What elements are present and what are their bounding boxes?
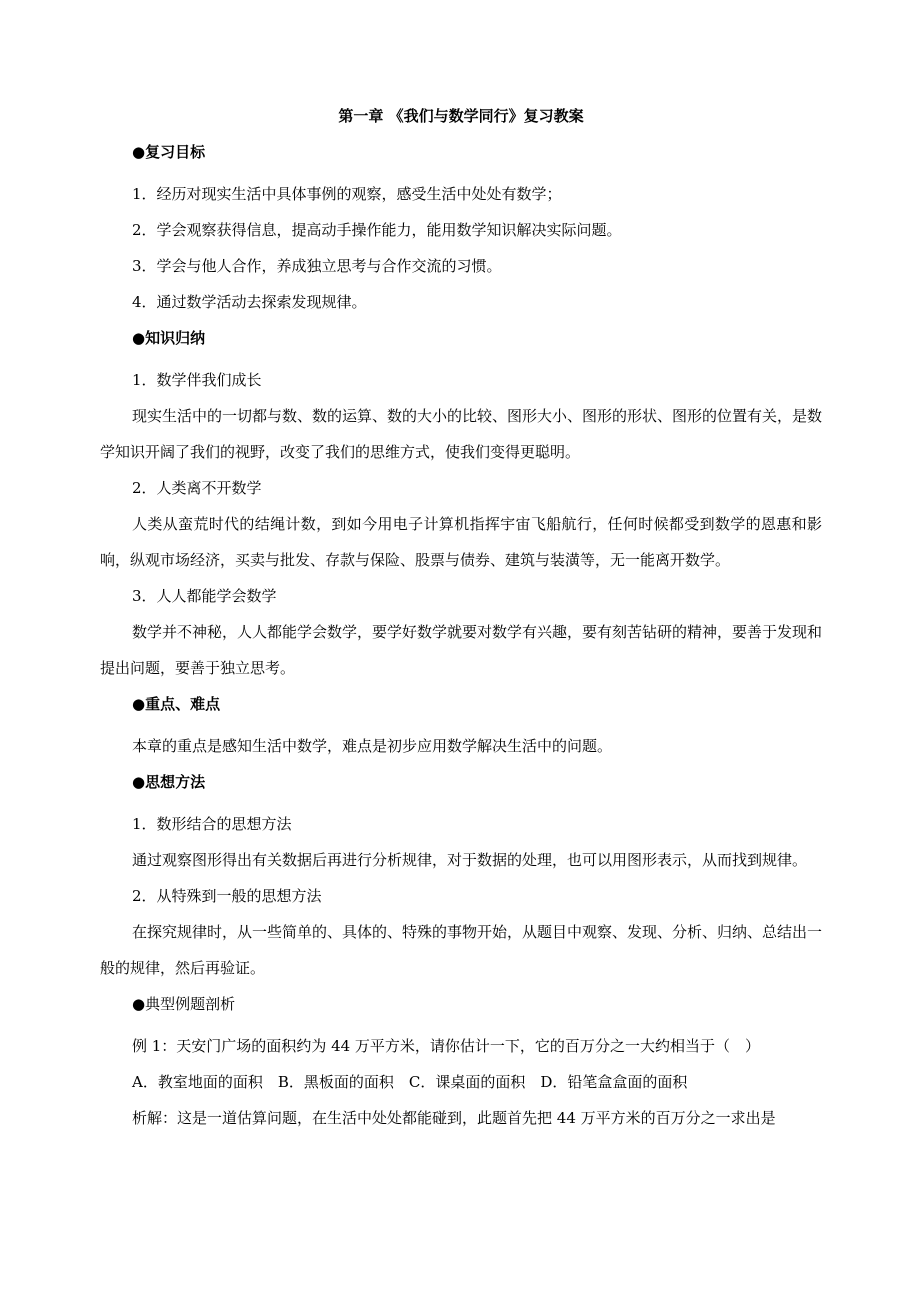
key-points-paragraph: 本章的重点是感知生活中数学，难点是初步应用数学解决生活中的问题。 [132, 737, 613, 755]
goal-item-4: 4．通过数学活动去探索发现规律。 [132, 293, 367, 311]
methods-paragraph-2: 在探究规律时，从一些简单的、具体的、特殊的事物开始，从题目中观察、发现、分析、归纳、总结出一般的规律，然后再验证。 [100, 923, 823, 977]
methods-subtitle-1: 1．数形结合的思想方法 [132, 815, 292, 833]
goal-item-3: 3．学会与他人合作，养成独立思考与合作交流的习惯。 [132, 257, 502, 275]
section-heading-methods: ●思想方法 [132, 773, 206, 791]
section-heading-examples: ●典型例题剖析 [132, 995, 236, 1013]
knowledge-subtitle-1: 1．数学伴我们成长 [132, 371, 262, 389]
knowledge-paragraph-3: 数学并不神秘，人人都能学会数学，要学好数学就要对数学有兴趣，要有刻苦钻研的精神，要善于发现和提出问题，要善于独立思考。 [100, 623, 823, 677]
section-heading-key-points: ●重点、难点 [132, 695, 221, 713]
example-1-options: A．教室地面的面积 B．黑板面的面积 C．课桌面的面积 D．铅笔盒盒面的面积 [132, 1073, 688, 1091]
goal-item-1: 1．经历对现实生活中具体事例的观察，感受生活中处处有数学； [132, 185, 562, 203]
example-1-analysis: 析解：这是一道估算问题，在生活中处处都能碰到，此题首先把 44 万平方米的百万分之一求出是 [132, 1109, 776, 1127]
knowledge-subtitle-3: 3．人人都能学会数学 [132, 587, 277, 605]
methods-subtitle-2: 2．从特殊到一般的思想方法 [132, 887, 322, 905]
page-title: 第一章 《我们与数学同行》复习教案 [338, 107, 584, 125]
goal-item-2: 2．学会观察获得信息，提高动手操作能力，能用数学知识解决实际问题。 [132, 221, 622, 239]
methods-paragraph-1: 通过观察图形得出有关数据后再进行分析规律，对于数据的处理，也可以用图形表示，从而找到规律。 [132, 851, 808, 869]
document-page [100, 104, 822, 1136]
knowledge-subtitle-2: 2．人类离不开数学 [132, 479, 262, 497]
knowledge-paragraph-1: 现实生活中的一切都与数、数的运算、数的大小的比较、图形大小、图形的形状、图形的位置有关，是数学知识开阔了我们的视野，改变了我们的思维方式，使我们变得更聪明。 [100, 407, 823, 461]
section-heading-goals: ●复习目标 [132, 143, 206, 161]
knowledge-paragraph-2: 人类从蛮荒时代的结绳计数，到如今用电子计算机指挥宇宙飞船航行，任何时候都受到数学的恩惠和影响，纵观市场经济，买卖与批发、存款与保险、股票与债券、建筑与装潢等，无一能离开数学。 [100, 515, 822, 569]
section-heading-knowledge: ●知识归纳 [132, 329, 206, 347]
example-1-question: 例 1：天安门广场的面积约为 44 万平方米，请你估计一下，它的百万分之一大约相当于（ ） [132, 1037, 760, 1055]
